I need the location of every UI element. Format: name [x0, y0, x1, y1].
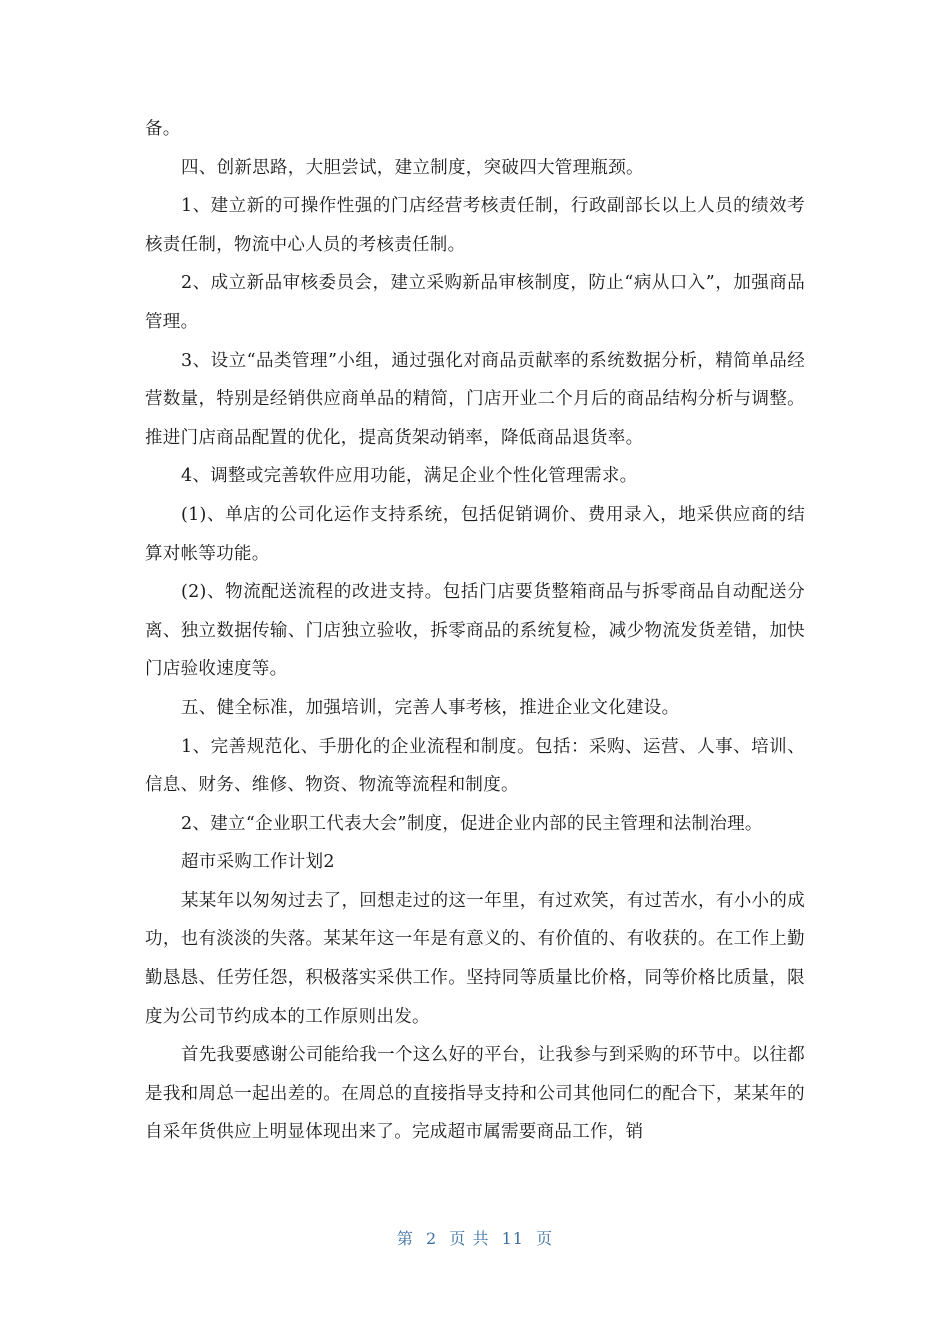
- paragraph: 1、完善规范化、手册化的企业流程和制度。包括：采购、运营、人事、培训、信息、财务、维修、物资、物流等流程和制度。: [145, 736, 805, 796]
- paragraph: 首先我要感谢公司能给我一个这么好的平台，让我参与到采购的环节中。以往都是我和周总一起出差的。在周总的直接指导支持和公司其他同仁的配合下，某某年的自采年货供应上明显体现出来了。完成超市属需要商品工作，销: [145, 1045, 805, 1143]
- paragraph: 1、建立新的可操作性强的门店经营考核责任制，行政副部长以上人员的绩效考核责任制，物流中心人员的考核责任制。: [145, 196, 805, 255]
- paragraph: 3、设立“品类管理”小组，通过强化对商品贡献率的系统数据分析，精简单品经营数量，特别是经销供应商单品的精简，门店开业二个月后的商品结构分析与调整。推进门店商品配置的优化，提高货架动销率，降低商品退货率。: [145, 350, 805, 448]
- paragraph: 备。: [145, 119, 181, 139]
- page-number-footer: 第 2 页 共 11 页: [396, 1229, 554, 1248]
- paragraph: (2)、物流配送流程的改进支持。包括门店要货整箱商品与拆零商品自动配送分离、独立数据传输、门店独立验收，拆零商品的系统复检，减少物流发货差错，加快门店验收速度等。: [145, 582, 805, 680]
- paragraph: 某某年以匆匆过去了，回想走过的这一年里，有过欢笑，有过苦水，有小小的成功，也有淡淡的失落。某某年这一年是有意义的、有价值的、有收获的。在工作上勤勤恳恳、任劳任怨，积极落实采供工作。坚持同等质量比价格，同等价格比质量，限度为公司节约成本的工作原则出发。: [145, 890, 805, 1027]
- paragraph: 4、调整或完善软件应用功能，满足企业个性化管理需求。: [181, 466, 638, 487]
- document-body: [145, 110, 805, 1152]
- paragraph: 2、建立“企业职工代表大会”制度，促进企业内部的民主管理和法制治理。: [181, 813, 763, 834]
- paragraph: (1)、单店的公司化运作支持系统，包括促销调价、费用录入，地采供应商的结算对帐等功能。: [145, 504, 805, 564]
- section-title-plan-2: 超市采购工作计划2: [181, 852, 335, 873]
- paragraph: 2、成立新品审核委员会，建立采购新品审核制度，防止“病从口入”，加强商品管理。: [145, 273, 805, 332]
- section-heading-innovation: 四、创新思路，大胆尝试，建立制度，突破四大管理瓶颈。: [181, 157, 644, 178]
- section-heading-standards: 五、健全标准，加强培训，完善人事考核，推进企业文化建设。: [181, 697, 680, 718]
